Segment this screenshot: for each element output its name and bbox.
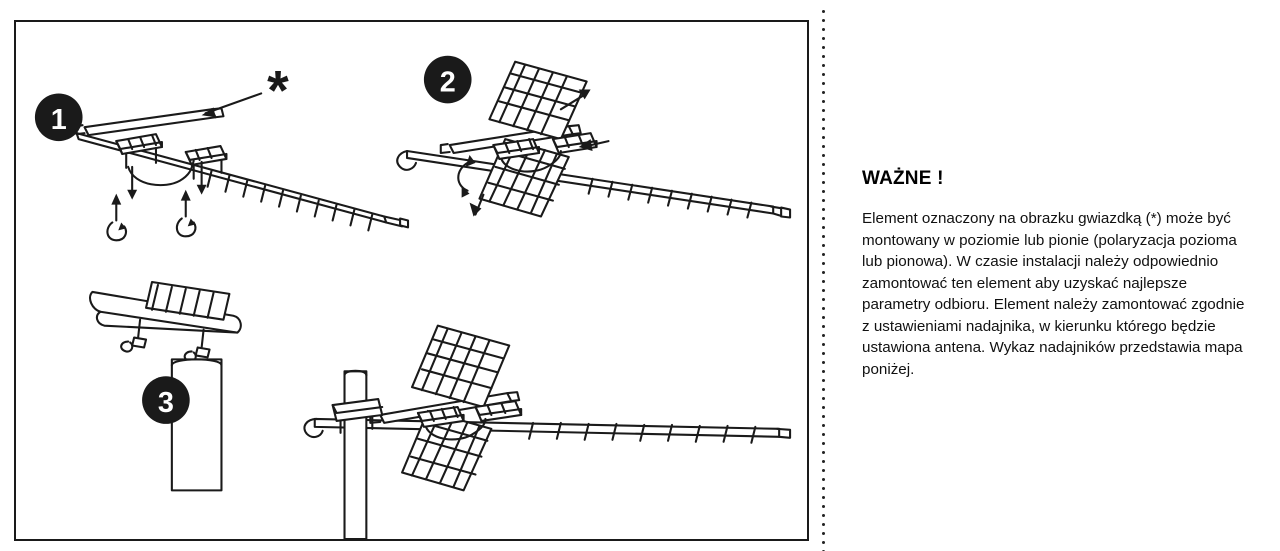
antenna-assembly-diagram-panel	[14, 20, 809, 541]
divider-dot	[822, 496, 825, 499]
divider-dot	[822, 37, 825, 40]
divider-dot	[822, 226, 825, 229]
step-1-drawing	[77, 93, 408, 240]
divider-dot	[822, 10, 825, 13]
divider-dot	[822, 190, 825, 193]
step-3-drawing	[90, 282, 790, 539]
divider-dot	[822, 271, 825, 274]
divider-dot	[822, 352, 825, 355]
divider-dot	[822, 127, 825, 130]
notice-body: Element oznaczony na obrazku gwiazdką (*) może być montowany w poziomie lub pionie (polaryzacja pozioma lub pionowa). W czasie instalacji należy odpowiednio zamontować ten element aby uzyskać najlepsze parametry odbioru. Element należy zamontować zgodnie z ustawieniami nadajnika, w kierunku którego będzie ustawiona antena. Wykaz nadajników przedstawia mapa poniżej.	[862, 210, 1245, 379]
divider-dot	[822, 181, 825, 184]
divider-dot	[822, 46, 825, 49]
divider-dot	[822, 469, 825, 472]
divider-dot	[822, 91, 825, 94]
divider-dot	[822, 136, 825, 139]
divider-dot	[822, 73, 825, 76]
divider-dot	[822, 325, 825, 328]
divider-dot	[822, 253, 825, 256]
divider-dot	[822, 82, 825, 85]
divider-dot	[822, 451, 825, 454]
divider-dot	[822, 460, 825, 463]
divider-dot	[822, 55, 825, 58]
divider-dot	[822, 514, 825, 517]
divider-dot	[822, 478, 825, 481]
vertical-dotted-divider	[822, 10, 825, 551]
svg-text:2: 2	[439, 66, 456, 99]
divider-dot	[822, 406, 825, 409]
step-badge-1	[35, 93, 83, 141]
divider-dot	[822, 307, 825, 310]
divider-dot	[822, 244, 825, 247]
divider-dot	[822, 235, 825, 238]
divider-dot	[822, 154, 825, 157]
divider-dot	[822, 28, 825, 31]
divider-dot	[822, 289, 825, 292]
divider-dot	[822, 487, 825, 490]
divider-dot	[822, 541, 825, 544]
divider-dot	[822, 280, 825, 283]
svg-text:3: 3	[157, 386, 174, 419]
divider-dot	[822, 217, 825, 220]
divider-dot	[822, 343, 825, 346]
svg-text:1: 1	[50, 104, 67, 137]
divider-dot	[822, 145, 825, 148]
divider-dot	[822, 316, 825, 319]
asterisk-marker	[267, 59, 289, 121]
divider-dot	[822, 532, 825, 535]
divider-dot	[822, 433, 825, 436]
divider-dot	[822, 19, 825, 22]
divider-dot	[822, 109, 825, 112]
step-badge-2	[424, 56, 472, 104]
divider-dot	[822, 262, 825, 265]
divider-dot	[822, 415, 825, 418]
notice-heading: WAŻNE !	[862, 168, 944, 189]
svg-text:*: *	[267, 59, 289, 122]
divider-dot	[822, 505, 825, 508]
divider-dot	[822, 379, 825, 382]
important-notice	[862, 168, 1257, 381]
antenna-assembly-illustration	[16, 22, 807, 539]
divider-dot	[822, 388, 825, 391]
divider-dot	[822, 100, 825, 103]
divider-dot	[822, 64, 825, 67]
divider-dot	[822, 199, 825, 202]
divider-dot	[822, 424, 825, 427]
divider-dot	[822, 442, 825, 445]
step-badge-3	[142, 376, 190, 424]
divider-dot	[822, 118, 825, 121]
divider-dot	[822, 163, 825, 166]
divider-dot	[822, 298, 825, 301]
divider-dot	[822, 370, 825, 373]
divider-dot	[822, 523, 825, 526]
divider-dot	[822, 334, 825, 337]
divider-dot	[822, 361, 825, 364]
divider-dot	[822, 172, 825, 175]
divider-dot	[822, 397, 825, 400]
divider-dot	[822, 208, 825, 211]
